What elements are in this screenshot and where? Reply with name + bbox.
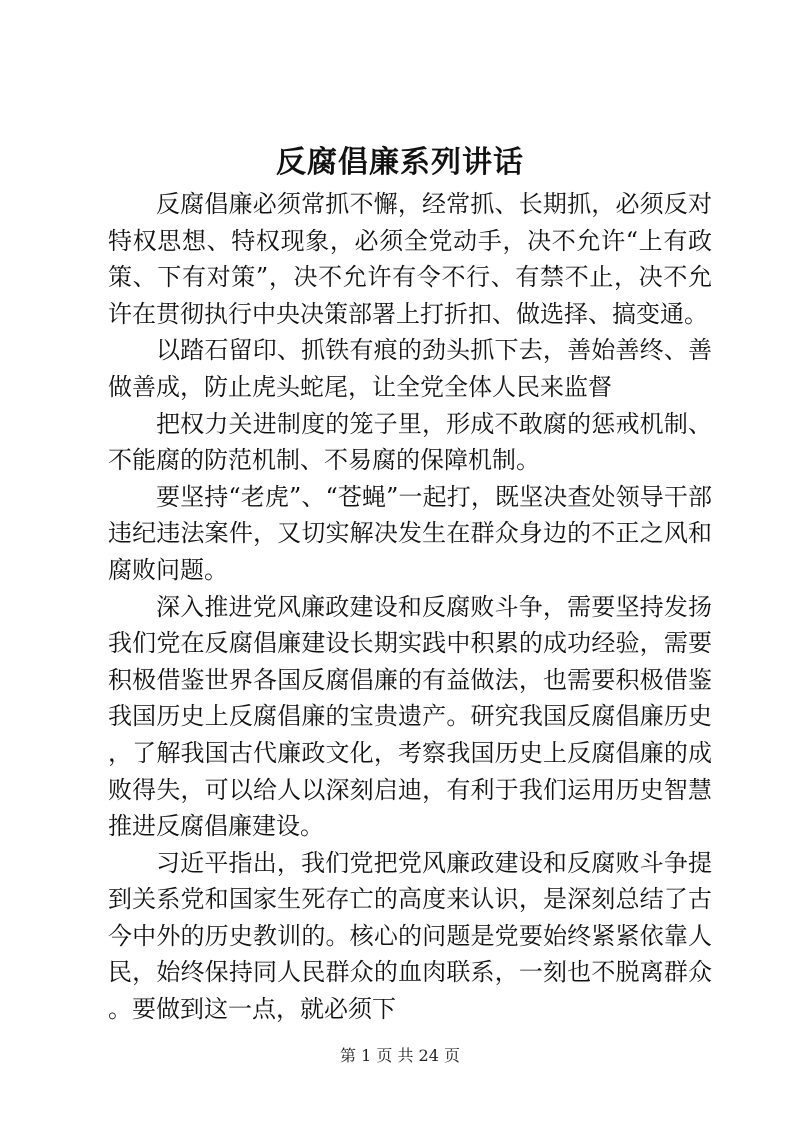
paragraph: 反腐倡廉必须常抓不懈，经常抓、长期抓，必须反对特权思想、特权现象，必须全党动手，决不允许“上有政策、下有对策”，决不允许有令不行、有禁不止，决不允许在贯彻执行中央决策部署上打折扣、做选择、搞变通。 bbox=[108, 190, 712, 328]
document-title: 反腐倡廉系列讲话 bbox=[276, 145, 524, 180]
document-body bbox=[108, 186, 712, 1028]
paragraph: 把权力关进制度的笼子里，形成不敢腐的惩戒机制、不能腐的防范机制、不易腐的保障机制。 bbox=[108, 409, 712, 475]
paragraph: 以踏石留印、抓铁有痕的劲头抓下去，善始善终、善做善成，防止虎头蛇尾，让全党全体人民来监督 bbox=[108, 336, 712, 401]
paragraph: 要坚持“老虎”、“苍蝇”一起打，既坚决查处领导干部违纪违法案件，又切实解决发生在群众身边的不正之风和腐败问题。 bbox=[108, 482, 712, 584]
page-number-footer: 第 1 页 共 24 页 bbox=[340, 1046, 460, 1065]
paragraph: 深入推进党风廉政建设和反腐败斗争，需要坚持发扬我们党在反腐倡廉建设长期实践中积累的成功经验，需要积极借鉴世界各国反腐倡廉的有益做法，也需要积极借鉴我国历史上反腐倡廉的宝贵遗产。研究我国反腐倡廉历史，了解我国古代廉政文化，考察我国历史上反腐倡廉的成败得失，可以给人以深刻启迪，有利于我们运用历史智慧推进反腐倡廉建设。 bbox=[108, 592, 712, 841]
paragraph: 习近平指出，我们党把党风廉政建设和反腐败斗争提到关系党和国家生死存亡的高度来认识，是深刻总结了古今中外的历史教训的。核心的问题是党要始终紧紧依靠人民，始终保持同人民群众的血肉联系，一刻也不脱离群众。要做到这一点，就必须下 bbox=[108, 848, 712, 1024]
